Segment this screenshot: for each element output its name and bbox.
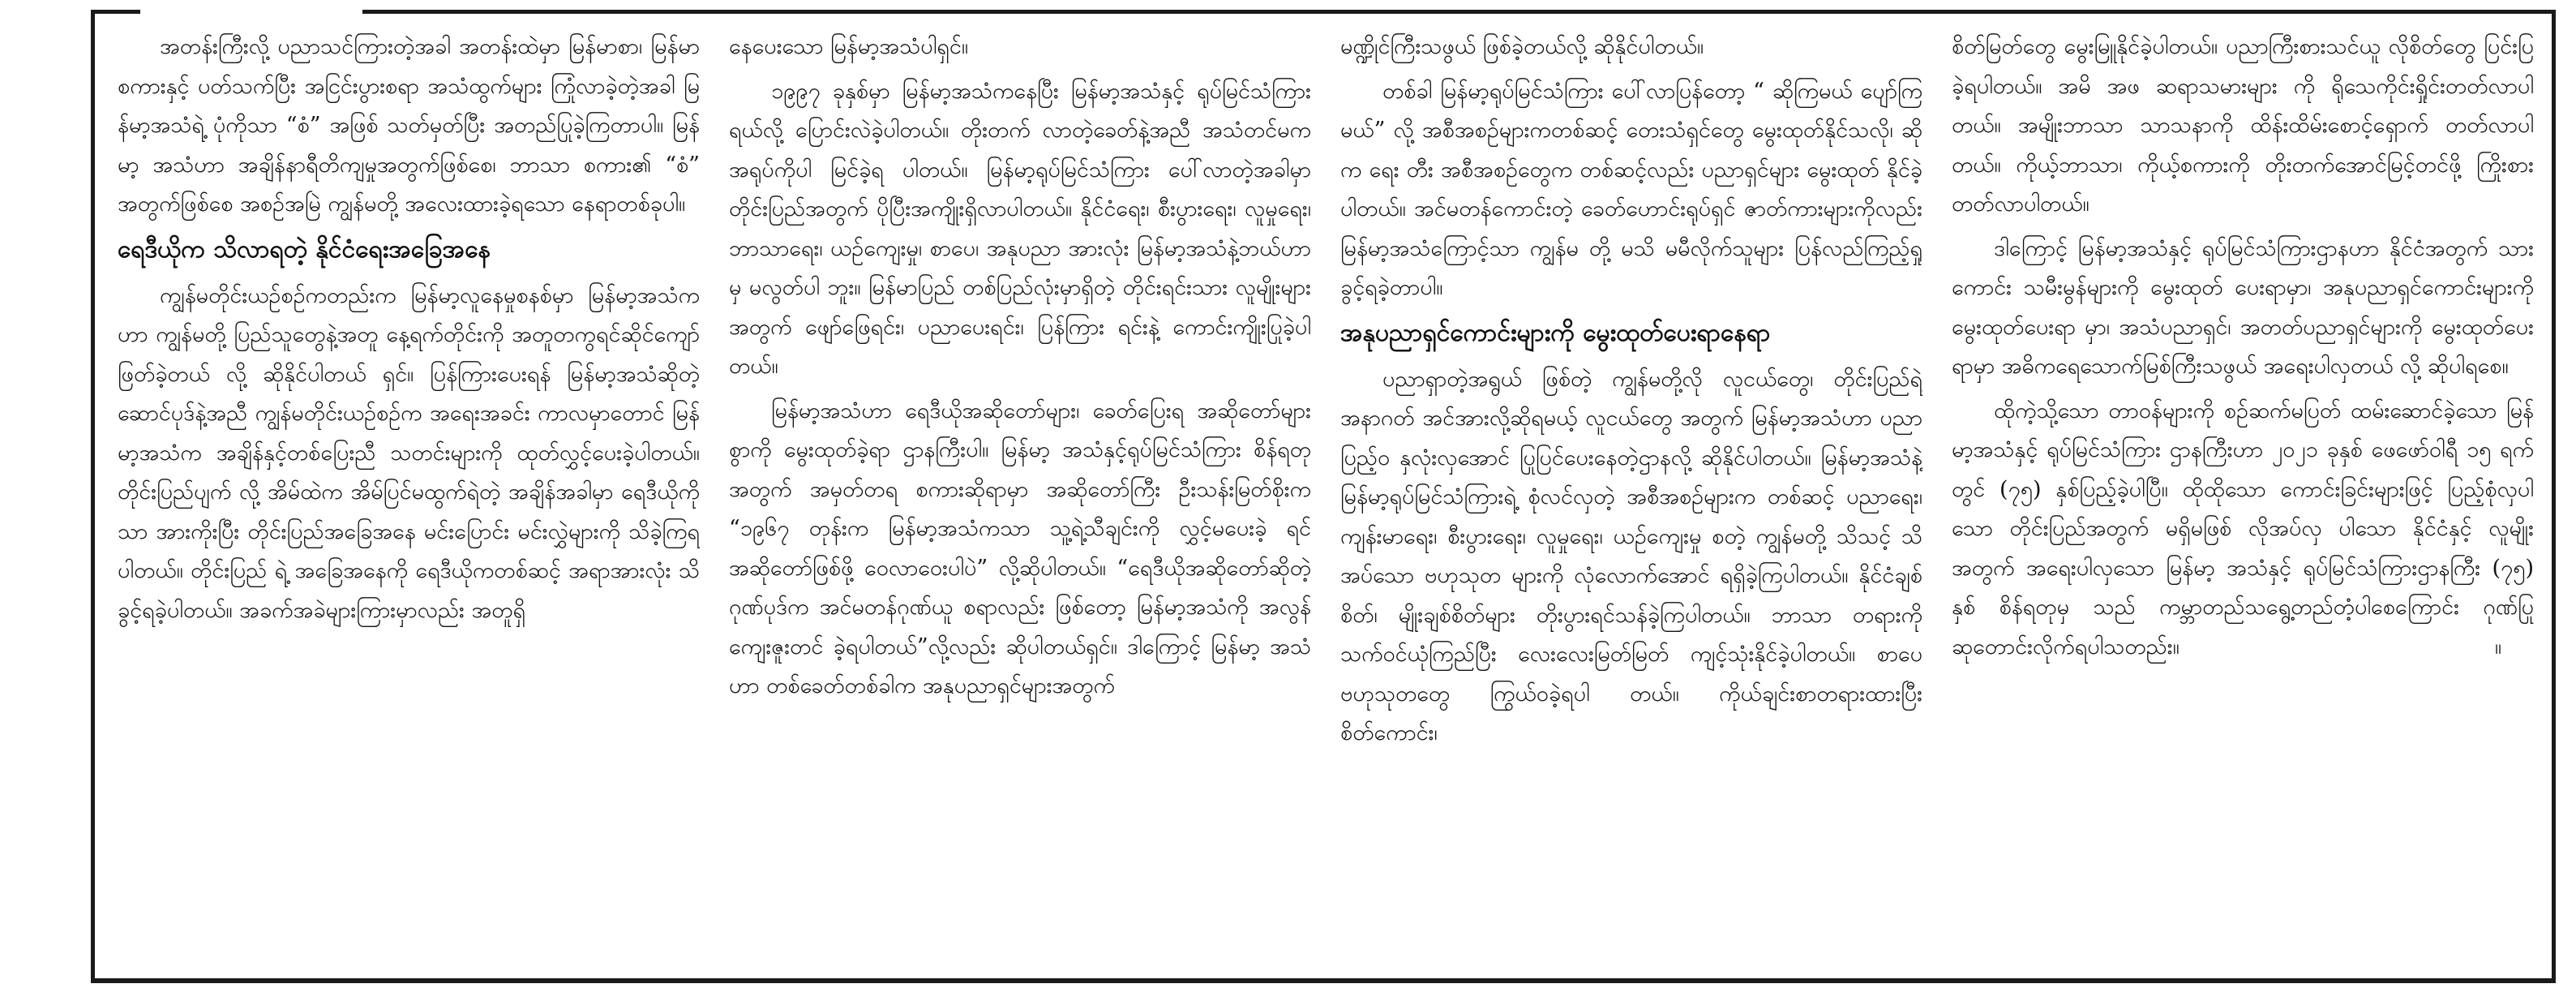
section-heading-artists: အနုပညာရှင်ကောင်းများကို မွေးထုတ်ပေးရာနေရာ [1340, 318, 1771, 347]
column-2-paragraph-2: ၁၉၉၇ ခုနှစ်မှာ မြန်မာ့အသံကနေပြီး မြန်မာ့အသံနှင့် ရုပ်မြင်သံကြားရယ်လို့ ပြောင်းလဲခဲ့ပါတယ်။ တိုးတက် လာတဲ့ခေတ်နဲ့အညီ အသံတင်မက အရုပ်ကိုပါ မြင်ခဲ့ရ ပါတယ်။ မြန်မာ့ရုပ်မြင်သံကြား ပေါ်လာတဲ့အခါမှာ တိုင်းပြည်အတွက် ပိုပြီးအကျိုးရှိလာပါတယ်။ နိုင်ငံရေး၊ စီးပွားရေး၊ လူမှုရေး၊ ဘာသာရေး၊ ယဉ်ကျေးမှု၊ စာပေ၊ အနုပညာ အားလုံး မြန်မာ့အသံနဲ့ဘယ်ဟာမှ မလွတ်ပါ ဘူး။ မြန်မာပြည် တစ်ပြည်လုံးမှာရှိတဲ့ တိုင်းရင်းသား လူမျိုးများအတွက် ဖျော်ဖြေရင်း၊ ပညာပေးရင်း၊ ပြန်ကြား ရင်းနဲ့ ကောင်းကျိုးပြုခဲ့ပါတယ်။ [729, 78, 1311, 379]
column-3-paragraph-1: မဏ္ဍိုင်ကြီးသဖွယ် ဖြစ်ခဲ့တယ်လို့ ဆိုနိုင်ပါတယ်။ [1340, 34, 1704, 59]
column-3-paragraph-2: တစ်ခါ မြန်မာ့ရုပ်မြင်သံကြား ပေါ်လာပြန်တော့ “ ဆိုကြမယ် ပျော်ကြမယ်” လို့ အစီအစဉ်များကတစ်ဆင့် တေးသံရှင်တွေ မွေးထုတ်နိုင်သလို၊ ဆို က ရေး တီး အစီအစဉ်တွေက တစ်ဆင့်လည်း ပညာရှင်များ မွေးထုတ် နိုင်ခဲ့ပါတယ်။ အင်မတန်ကောင်းတဲ့ ခေတ်ဟောင်းရုပ်ရှင် ဇာတ်ကားများကိုလည်း မြန်မာ့အသံကြောင့်သာ ကျွန်မ တို့ မသိ မမီလိုက်သူများ ပြန်လည်ကြည့်ရှုခွင့်ရခဲ့တာပါ။ [1340, 78, 1922, 300]
column-4-paragraph-1: စိတ်မြတ်တွေ မွေးမြူနိုင်ခဲ့ပါတယ်။ ပညာကြီးစားသင်ယူ လိုစိတ်တွေ ပြင်းပြခဲ့ရပါတယ်။ အမိ အဖ ဆရာသမားများ ကို ရိုသေကိုင်းရှိုင်းတတ်လာပါတယ်။ အမျိုးဘာသာ သာသနာကို ထိန်းထိမ်းစောင့်ရှောက် တတ်လာပါတယ်။ ကိုယ့်ဘာသာ၊ ကိုယ့်စကားကို တိုးတက်အောင်မြင့်တင်ဖို့ ကြိုးစားတတ်လာပါတယ်။ [1952, 34, 2534, 217]
column-2-paragraph-3: မြန်မာ့အသံဟာ ရေဒီယိုအဆိုတော်များ၊ ခေတ်ပြေးရ အဆိုတော်များစွာကို မွေးထုတ်ခဲ့ရာ ဌာနကြီးပါ။ မြန်မာ့ အသံနှင့်ရုပ်မြင်သံကြား စိန်ရတုအတွက် အမှတ်တရ စကားဆိုရာမှာ အဆိုတော်ကြီး ဦးသန်းမြတ်စိုးက “၁၉၆၇ တုန်းက မြန်မာ့အသံကသာ သူ့ရဲ့သီချင်းကို လွှင့်မပေးခဲ့ ရင် အဆိုတော်ဖြစ်ဖို့ ဝေလာဝေးပါပဲ” လို့ဆိုပါတယ်။ “ရေဒီယိုအဆိုတော်ဆိုတဲ့ ဂုဏ်ပုဒ်က အင်မတန်ဂုဏ်ယူ စရာလည်း ဖြစ်တော့ မြန်မာ့အသံကို အလွန်ကျေးဇူးတင် ခဲ့ရပါတယ်”လို့လည်း ဆိုပါတယ်ရှင်။ ဒါကြောင့် မြန်မာ့ အသံဟာ တစ်ခေတ်တစ်ခါက အနုပညာရှင်များအတွက် [729, 397, 1311, 698]
column-1-paragraph-2: ကျွန်မတိုင်းယဉ်စဉ်ကတည်းက မြန်မာ့လူနေမှုစနစ်မှာ မြန်မာ့အသံကဟာ ကျွန်မတို့ ပြည်သူတွေနဲ့အတူ နေ့ရက်တိုင်းကို အတူတကွရင်ဆိုင်ကျော်ဖြတ်ခဲ့တယ် လို့ ဆိုနိုင်ပါတယ် ရှင်။ ပြန်ကြားပေးရန် မြန်မာ့အသံဆိုတဲ့ ဆောင်ပုဒ်နဲ့အညီ ကျွန်မတိုင်းယဉ်စဉ်က အရေးအခင်း ကာလမှာတောင် မြန်မာ့အသံက အချိန်နှင့်တစ်ပြေးညီ သတင်းများကို ထုတ်လွှင့်ပေးခဲ့ပါတယ်။ တိုင်းပြည်ပျက် လို့ အိမ်ထဲက အိမ်ပြင်မထွက်ရဲတဲ့ အချိန်အခါမှာ ရေဒီယိုကိုသာ အားကိုးပြီး တိုင်းပြည်အခြေအနေ မင်းပြောင်း မင်းလွှဲများကို သိခဲ့ကြရပါတယ်။ တိုင်းပြည် ရဲ့ အခြေအနေကို ရေဒီယိုကတစ်ဆင့် အရာအားလုံး သိခွင့်ရခဲ့ပါတယ်။ အခက်အခဲများကြားမှာလည်း အတူရှိ [118, 282, 700, 623]
column-3 [1340, 28, 1922, 954]
article-frame [91, 10, 2556, 983]
column-4-paragraph-3 [1952, 392, 2534, 668]
column-4 [1952, 28, 2534, 954]
column-4-paragraph-3-text: ထိုကဲ့သို့သော တာဝန်များကို စဉ်ဆက်မပြတ် ထမ်းဆောင်ခဲ့သော မြန်မာ့အသံနှင့် ရုပ်မြင်သံကြား ဌာနကြီးဟာ ၂၀၂၁ ခုနှစ် ဖေဖော်ဝါရီ ၁၅ ရက်တွင် (၇၅) နှစ်ပြည့်ခဲ့ပါပြီ။ ထိုထိုသော ကောင်းခြင်းများဖြင့် ပြည့်စုံလှပါသော တိုင်းပြည်အတွက် မရှိမဖြစ် လိုအပ်လှ ပါသော နိုင်ငံနှင့် လူမျိုးအတွက် အရေးပါလှသော မြန်မာ့ အသံနှင့် ရုပ်မြင်သံကြားဌာနကြီး (၇၅) နှစ် စိန်ရတုမှ သည် ကမ္ဘာတည်သရွေ့တည်တံ့ပါစေကြောင်း ဂုဏ်ပြု ဆုတောင်းလိုက်ရပါသတည်း။ [1952, 397, 2534, 659]
top-rule-right [362, 10, 2552, 14]
column-2-paragraph-1: နေပေးသော မြန်မာ့အသံပါရှင်။ [729, 34, 969, 59]
column-3-paragraph-3: ပညာရှာတဲ့အရွယ် ဖြစ်တဲ့ ကျွန်မတို့လို လူငယ်တွေ၊ တိုင်းပြည်ရဲ့ အနာဂတ် အင်အားလို့ဆိုရမယ့် လူငယ်တွေ အတွက် မြန်မာ့အသံဟာ ပညာပြည့်ဝ နှလုံးလှအောင် ပြုပြင်ပေးနေတဲ့ဌာနလို့ ဆိုနိုင်ပါတယ်။ မြန်မာ့အသံနဲ့ မြန်မာ့ရုပ်မြင်သံကြားရဲ့ စုံလင်လှတဲ့ အစီအစဉ်များက တစ်ဆင့် ပညာရေး၊ ကျန်းမာရေး၊ စီးပွားရေး၊ လူမှုရေး၊ ယဉ်ကျေးမှု စတဲ့ ကျွန်မတို့ သိသင့် သိအပ်သော ဗဟုသုတ များကို လုံလောက်အောင် ရရှိခဲ့ကြပါတယ်။ နိုင်ငံချစ်စိတ်၊ မျိုးချစ်စိတ်များ တိုးပွားရင်သန်ခဲ့ကြပါတယ်။ ဘာသာ တရားကို သက်ဝင်ယုံကြည်ပြီး လေးလေးမြတ်မြတ် ကျင့်သုံးနိုင်ခဲ့ပါတယ်။ စာပေဗဟုသုတတွေ ကြွယ်ဝခဲ့ရပါ တယ်။ ကိုယ်ချင်းစာတရားထားပြီး စိတ်ကောင်း၊ [1340, 366, 1922, 745]
column-2 [729, 28, 1311, 954]
article-end-mark: ။ [2494, 634, 2501, 659]
column-4-paragraph-2: ဒါကြောင့် မြန်မာ့အသံနှင့် ရုပ်မြင်သံကြားဌာနဟာ နိုင်ငံအတွက် သားကောင်း သမီးမွန်များကို မွေးထုတ် ပေးရာမှာ၊ အနုပညာရှင်ကောင်းများကို မွေးထုတ်ပေးရာ မှာ၊ အသံပညာရှင်၊ အတတ်ပညာရှင်များကို မွေးထုတ်ပေး ရာမှာ အဓိကရေသောက်မြစ်ကြီးသဖွယ် အရေးပါလှတယ် လို့ ဆိုပါရစေ။ [1952, 235, 2534, 379]
top-rule-left [95, 10, 140, 14]
article-columns [118, 28, 2534, 954]
column-1 [118, 28, 700, 954]
section-heading-radio-politics: ရေဒီယိုက သိလာရတဲ့ နိုင်ငံရေးအခြေအနေ [118, 234, 491, 264]
column-1-paragraph-1: အတန်းကြီးလို့ ပညာသင်ကြားတဲ့အခါ အတန်းထဲမှာ မြန်မာစာ၊ မြန်မာစကားနှင့် ပတ်သက်ပြီး အငြင်းပွားစရာ အသံထွက်များ ကြုံလာခဲ့တဲ့အခါ မြန်မာ့အသံရဲ့ ပုံကိုသာ “စံ” အဖြစ် သတ်မှတ်ပြီး အတည်ပြုခဲ့ကြတာပါ။ မြန်မာ့ အသံဟာ အချိန်နာရီတိကျမှုအတွက်ဖြစ်စေ၊ ဘာသာ စကား၏ “စံ” အတွက်ဖြစ်စေ အစဉ်အမြဲ ကျွန်မတို့ အလေးထားခဲ့ရသော နေရာတစ်ခုပါ။ [118, 34, 700, 217]
